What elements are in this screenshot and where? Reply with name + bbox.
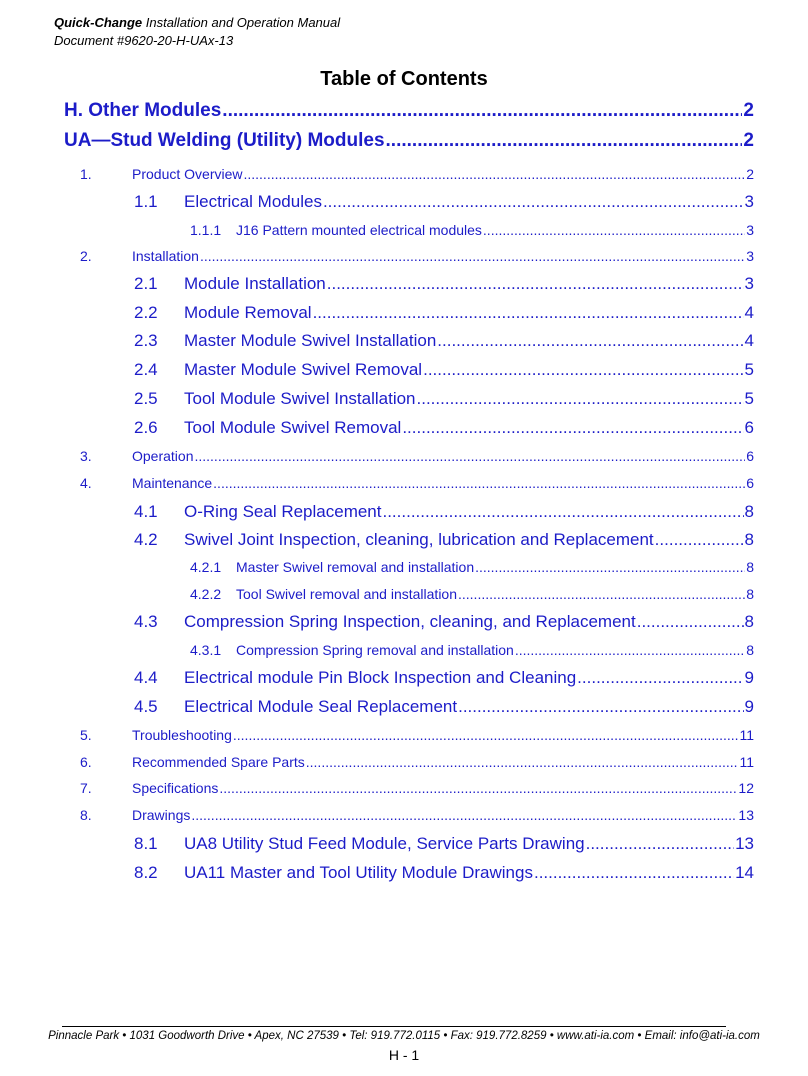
toc-dot-leader xyxy=(423,360,743,380)
toc-entry-page: 8 xyxy=(746,559,754,575)
toc-entry-page: 5 xyxy=(744,389,754,408)
toc-entry-page: 6 xyxy=(744,418,754,437)
toc-entry-page: 8 xyxy=(744,612,754,631)
toc-entry[interactable] xyxy=(134,612,754,632)
toc-entry-label: Master Swivel removal and installation xyxy=(236,559,475,575)
toc-entry-page: 14 xyxy=(735,863,754,882)
toc-entry-label: Master Module Swivel Removal xyxy=(184,360,423,379)
toc-entry[interactable] xyxy=(134,834,754,854)
toc-entry-label: Electrical module Pin Block Inspection and Cleaning xyxy=(184,668,577,687)
toc-entry[interactable] xyxy=(134,331,754,351)
toc-entry-label: Electrical Module Seal Replacement xyxy=(184,697,458,716)
toc-entry-page: 3 xyxy=(746,222,754,238)
toc-entry-page: 13 xyxy=(738,807,754,823)
toc-entry-page: 12 xyxy=(738,780,754,796)
header-line-1 xyxy=(54,14,340,32)
toc-dot-leader xyxy=(194,448,745,464)
toc-title: Table of Contents xyxy=(320,68,488,90)
toc-entry-page: 4 xyxy=(744,303,754,322)
footer-contact: Pinnacle Park • 1031 Goodworth Drive • Apex, NC 27539 • Tel: 919.772.0115 • Fax: 919.772.8259 • www.ati-ia.com • Email: info@ati-ia.com xyxy=(48,1030,760,1042)
toc-dot-leader xyxy=(222,100,742,122)
toc-entry-label: Tool Module Swivel Removal xyxy=(184,418,402,437)
toc-entry-label: Compression Spring Inspection, cleaning, and Replacement xyxy=(184,612,636,631)
footer-divider xyxy=(62,1026,726,1027)
toc-entry-label: Specifications xyxy=(132,780,219,796)
toc-entry-number: 4.2.1 xyxy=(190,559,222,575)
toc-entry-label: Compression Spring removal and installation xyxy=(236,642,514,658)
toc-dot-leader xyxy=(219,780,737,796)
toc-entry-label: J16 Pattern mounted electrical modules xyxy=(236,222,482,238)
toc-entry-number: 6. xyxy=(80,754,92,770)
toc-entry-number: 4.5 xyxy=(134,697,158,716)
toc-entry-page: 2 xyxy=(743,130,754,151)
toc-entry-number: 4.4 xyxy=(134,668,158,687)
toc-entry[interactable] xyxy=(190,586,754,602)
toc-dot-leader xyxy=(475,559,745,575)
toc-entry[interactable] xyxy=(134,530,754,550)
toc-dot-leader xyxy=(327,274,744,294)
toc-entry-number: 4.3.1 xyxy=(190,642,222,658)
toc-dot-leader xyxy=(191,807,737,823)
toc-entry-number: 5. xyxy=(80,727,92,743)
toc-dot-leader xyxy=(577,668,743,688)
toc-entry[interactable] xyxy=(80,807,754,823)
toc-entry[interactable] xyxy=(80,727,754,743)
product-name: Quick-Change xyxy=(54,15,143,30)
toc-entry-number: 2. xyxy=(80,248,92,264)
toc-entry-page: 8 xyxy=(744,530,754,549)
toc-entry-page: 8 xyxy=(746,586,754,602)
toc-entry[interactable] xyxy=(190,222,754,238)
toc-entry-label: Installation xyxy=(132,248,199,264)
toc-entry[interactable] xyxy=(134,418,754,438)
toc-dot-leader xyxy=(637,612,744,632)
toc-entry-page: 8 xyxy=(746,642,754,658)
toc-entry-page: 4 xyxy=(744,331,754,350)
toc-entry-number: 2.2 xyxy=(134,303,158,322)
toc-entry-number: 2.3 xyxy=(134,331,158,350)
toc-entry[interactable] xyxy=(134,192,754,212)
toc-entry-label: Master Module Swivel Installation xyxy=(184,331,437,350)
toc-entry-number: 4.2.2 xyxy=(190,586,222,602)
toc-entry[interactable] xyxy=(80,166,754,182)
toc-entry-page: 13 xyxy=(735,834,754,853)
toc-entry-label: H. Other Modules xyxy=(64,100,222,121)
toc-entry-page: 9 xyxy=(744,697,754,716)
toc-entry-number: 3. xyxy=(80,448,92,464)
toc-dot-leader xyxy=(515,642,745,658)
toc-entry[interactable] xyxy=(134,863,754,883)
toc-entry-page: 6 xyxy=(746,448,754,464)
toc-entry-number: 2.1 xyxy=(134,274,158,293)
toc-entry-number: 4.1 xyxy=(134,502,158,521)
toc-entry-number: 8.2 xyxy=(134,863,158,882)
toc-entry-page: 3 xyxy=(746,248,754,264)
toc-dot-leader xyxy=(458,586,745,602)
toc-entry[interactable] xyxy=(190,559,754,575)
toc-entry-label: UA—Stud Welding (Utility) Modules xyxy=(64,130,385,151)
toc-dot-leader xyxy=(323,192,744,212)
toc-dot-leader xyxy=(306,754,739,770)
toc-entry-number: 8.1 xyxy=(134,834,158,853)
manual-title: Installation and Operation Manual xyxy=(142,15,341,30)
toc-entry[interactable] xyxy=(190,642,754,658)
toc-entry-page: 2 xyxy=(743,100,754,121)
toc-entry-label: O-Ring Seal Replacement xyxy=(184,502,382,521)
toc-entry-label: UA8 Utility Stud Feed Module, Service Parts Drawing xyxy=(184,834,585,853)
toc-dot-leader xyxy=(483,222,745,238)
toc-entry-number: 2.6 xyxy=(134,418,158,437)
toc-dot-leader xyxy=(382,502,743,522)
document-number: Document #9620-20-H-UAx-13 xyxy=(54,33,234,48)
toc-entry[interactable] xyxy=(134,668,754,688)
toc-entry-page: 11 xyxy=(739,727,754,743)
toc-dot-leader xyxy=(386,130,743,152)
toc-dot-leader xyxy=(402,418,743,438)
running-header xyxy=(54,14,340,50)
toc-entry-page: 11 xyxy=(739,754,754,770)
toc-dot-leader xyxy=(437,331,743,351)
toc-entry-label: Tool Module Swivel Installation xyxy=(184,389,416,408)
toc-entry-number: 2.5 xyxy=(134,389,158,408)
toc-entry-page: 2 xyxy=(746,166,754,182)
toc-dot-leader xyxy=(233,727,739,743)
toc-entry-number: 4.2 xyxy=(134,530,158,549)
toc-entry-label: Operation xyxy=(132,448,194,464)
toc-entry-label: Swivel Joint Inspection, cleaning, lubrication and Replacement xyxy=(184,530,654,549)
toc-entry-number: 1.1.1 xyxy=(190,222,222,238)
toc-entry[interactable] xyxy=(134,697,754,717)
toc-entry-page: 3 xyxy=(744,192,754,211)
toc-entry[interactable] xyxy=(134,502,754,522)
toc-entry[interactable] xyxy=(80,248,754,264)
toc-entry-label: Drawings xyxy=(132,807,191,823)
toc-entry-number: 1. xyxy=(80,166,92,182)
toc-entry[interactable] xyxy=(64,130,754,152)
toc-entry-label: Module Removal xyxy=(184,303,312,322)
toc-entry[interactable] xyxy=(64,100,754,122)
toc-entry[interactable] xyxy=(80,754,754,770)
toc-entry-number: 7. xyxy=(80,780,92,796)
toc-dot-leader xyxy=(655,530,744,550)
toc-entry-label: Product Overview xyxy=(132,166,243,182)
toc-entry-page: 9 xyxy=(744,668,754,687)
toc-entry-number: 2.4 xyxy=(134,360,158,379)
toc-entry[interactable] xyxy=(80,475,754,491)
toc-dot-leader xyxy=(200,248,745,264)
toc-dot-leader xyxy=(313,303,744,323)
toc-entry-page: 8 xyxy=(744,502,754,521)
toc-dot-leader xyxy=(243,166,745,182)
toc-entry-page: 5 xyxy=(744,360,754,379)
toc-entry[interactable] xyxy=(134,389,754,409)
toc-entry[interactable] xyxy=(134,303,754,323)
toc-dot-leader xyxy=(213,475,745,491)
toc-entry-page: 3 xyxy=(744,274,754,293)
toc-entry-number: 4. xyxy=(80,475,92,491)
toc-dot-leader xyxy=(586,834,734,854)
toc-entry-label: Electrical Modules xyxy=(184,192,322,211)
page-number: H - 1 xyxy=(388,1047,420,1063)
toc-entry-label: Tool Swivel removal and installation xyxy=(236,586,457,602)
toc-dot-leader xyxy=(534,863,734,883)
toc-entry-number: 1.1 xyxy=(134,192,158,211)
toc-dot-leader xyxy=(417,389,744,409)
toc-entry[interactable] xyxy=(80,448,754,464)
toc-entry[interactable] xyxy=(134,274,754,294)
toc-entry[interactable] xyxy=(134,360,754,380)
toc-dot-leader xyxy=(458,697,743,717)
toc-entry-label: UA11 Master and Tool Utility Module Drawings xyxy=(184,863,533,882)
toc-entry-number: 4.3 xyxy=(134,612,158,631)
toc-entry-label: Maintenance xyxy=(132,475,213,491)
toc-entry-label: Recommended Spare Parts xyxy=(132,754,305,770)
toc-entry-page: 6 xyxy=(746,475,754,491)
toc-entry-label: Troubleshooting xyxy=(132,727,232,743)
toc-entry-number: 8. xyxy=(80,807,92,823)
toc-entry[interactable] xyxy=(80,780,754,796)
toc-entry-label: Module Installation xyxy=(184,274,326,293)
